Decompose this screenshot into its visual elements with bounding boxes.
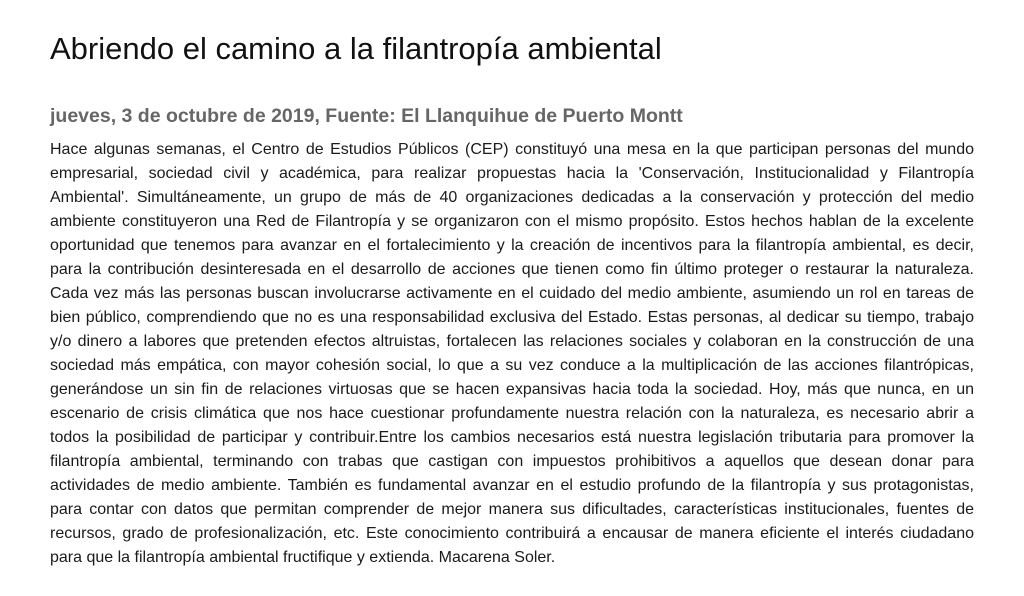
article-date-source: jueves, 3 de octubre de 2019, Fuente: El Llanquihue de Puerto Montt [50,105,683,127]
article-title: Abriendo el camino a la filantropía ambiental [50,31,662,66]
article-body: Hace algunas semanas, el Centro de Estudios Públicos (CEP) constituyó una mesa en la que participan personas del mundo empresarial, sociedad civil y académica, para realizar propuestas hacia la 'Conservación, Institucionalidad y Filantropía Ambiental'. Simultáneamente, un grupo de más de 40 organizaciones dedicadas a la conservación y protección del medio ambiente constituyeron una Red de Filantropía y se organizaron con el mismo propósito. Estos hechos hablan de la excelente oportunidad que tenemos para avanzar en el fortalecimiento y la creación de incentivos para la filantropía ambiental, es decir, para la contribución desinteresada en el desarrollo de acciones que tienen como fin último proteger o restaurar la naturaleza. Cada vez más las personas buscan involucrarse activamente en el cuidado del medio ambiente, asumiendo un rol en tareas de bien público, comprendiendo que no es una responsabilidad exclusiva del Estado. Estas personas, al dedicar su tiempo, trabajo y/o dinero a labores que pretenden efectos altruistas, fortalecen las relaciones sociales y colaboran en la construcción de una sociedad más empática, con mayor cohesión social, lo que a su vez conduce a la multiplicación de las acciones filantrópicas, generándose un sin fin de relaciones virtuosas que se hacen expansivas hacia toda la sociedad. Hoy, más que nunca, en un escenario de crisis climática que nos hace cuestionar profundamente nuestra relación con la naturaleza, es necesario abrir a todos la posibilidad de participar y contribuir.Entre los cambios necesarios está nuestra legislación tributaria para promover la filantropía ambiental, terminando con trabas que castigan con impuestos prohibitivos a aquellos que desean donar para actividades de medio ambiente. También es fundamental avanzar en el estudio profundo de la filantropía y sus protagonistas, para contar con datos que permitan comprender de mejor manera sus dificultades, características institucionales, fuentes de recursos, grado de profesionalización, etc. Este conocimiento contribuirá a encausar de manera eficiente el interés ciudadano para que la filantropía ambiental fructifique y extienda. Macarena Soler. [50,141,974,566]
